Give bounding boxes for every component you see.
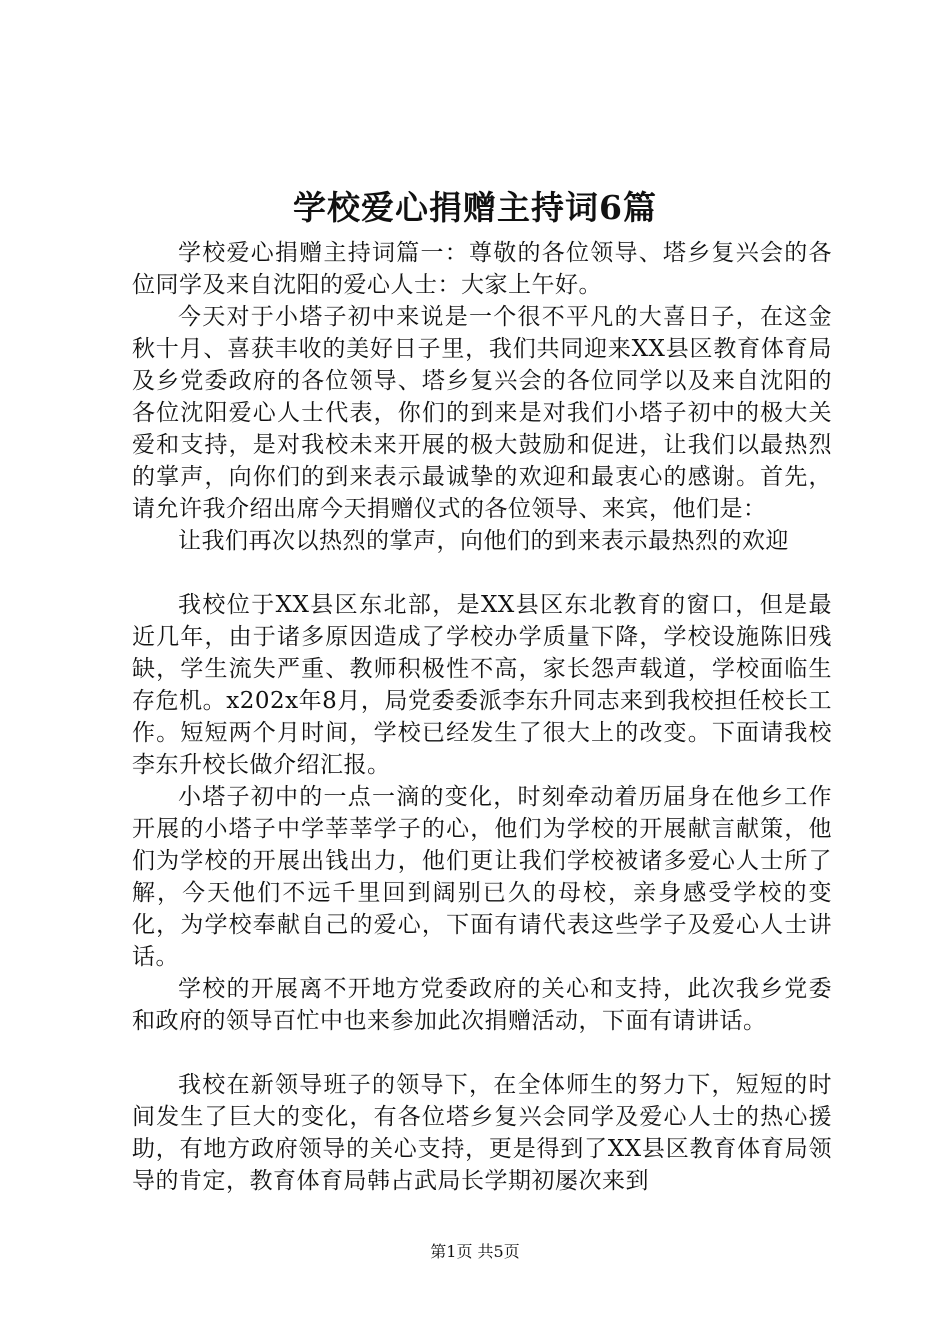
page-footer: 第1页 共5页 [430,1242,520,1261]
paragraph-5: 小塔子初中的一点一滴的变化，时刻牵动着历届身在他乡工作开展的小塔子中学莘莘学子的心，他们为学校的开展献言献策，他们为学校的开展出钱出力，他们更让我们学校被诸多爱心人士所了解，今天他们不远千里回到阔别已久的母校，亲身感受学校的变化，为学校奉献自己的爱心，下面有请代表这些学子及爱心人士讲话。 [132,784,832,970]
paragraph-gap [132,1037,832,1069]
paragraph-3: 让我们再次以热烈的掌声，向他们的到来表示最热烈的欢迎 [178,528,789,554]
document-title: 学校爱心捐赠主持词6篇 [293,188,657,227]
paragraph-4: 我校位于XX县区东北部，是XX县区东北教育的窗口，但是最近几年，由于诸多原因造成了学校办学质量下降，学校设施陈旧残缺，学生流失严重、教师积极性不高，家长怨声载道，学校面临生存危机。x202x年8月，局党委委派李东升同志来到我校担任校长工作。短短两个月时间，学校已经发生了很大上的改变。下面请我校李东升校长做介绍汇报。 [132,592,832,778]
paragraph-6: 学校的开展离不开地方党委政府的关心和支持，此次我乡党委和政府的领导百忙中也来参加此次捐赠活动，下面有请讲话。 [132,976,832,1034]
paragraph-1: 学校爱心捐赠主持词篇一：尊敬的各位领导、塔乡复兴会的各位同学及来自沈阳的爱心人士：大家上午好。 [132,240,832,298]
paragraph-7: 我校在新领导班子的领导下，在全体师生的努力下，短短的时间发生了巨大的变化，有各位塔乡复兴会同学及爱心人士的热心援助，有地方政府领导的关心支持，更是得到了XX县区教育体育局领导的肯定，教育体育局韩占武局长学期初屡次来到 [132,1072,832,1194]
paragraph-gap [132,557,832,589]
paragraph-2: 今天对于小塔子初中来说是一个很不平凡的大喜日子，在这金秋十月、喜获丰收的美好日子里，我们共同迎来XX县区教育体育局及乡党委政府的各位领导、塔乡复兴会的各位同学以及来自沈阳的各位沈阳爱心人士代表，你们的到来是对我们小塔子初中的极大关爱和支持，是对我校未来开展的极大鼓励和促进，让我们以最热烈的掌声，向你们的到来表示最诚挚的欢迎和最衷心的感谢。首先，请允许我介绍出席今天捐赠仪式的各位领导、来宾，他们是： [132,304,832,522]
document-body [132,237,832,1197]
